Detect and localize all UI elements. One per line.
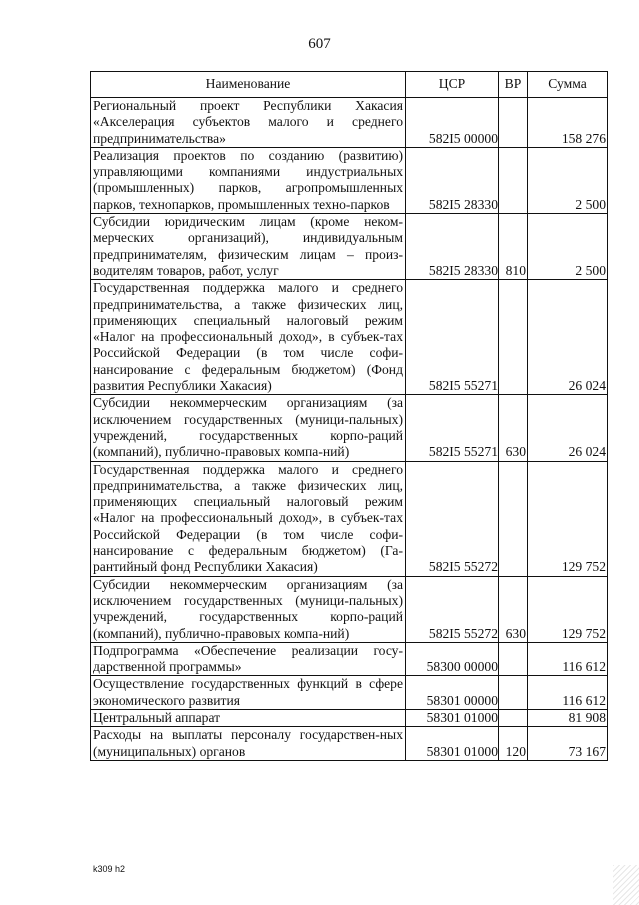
row-name: Подпрограмма «Обеспечение реализации госу-дарственной программы» — [91, 642, 406, 676]
page-number: 607 — [308, 36, 331, 52]
row-csr: 582I5 28330 — [406, 214, 499, 280]
scan-artifact — [613, 865, 639, 905]
row-vr — [499, 98, 528, 148]
row-csr: 582I5 55272 — [406, 461, 499, 576]
row-vr: 630 — [499, 395, 528, 461]
row-csr: 582I5 28330 — [406, 147, 499, 213]
table-row — [91, 147, 608, 213]
row-name: Региональный проект Республики Хакасия «Акселерация субъектов малого и среднего предпринимательства» — [91, 98, 406, 148]
row-name: Субсидии некоммерческим организациям (за исключением государственных (муници-пальных) учреждений, государственных корпо-раций (компаний), публично-правовых компа-ний) — [91, 395, 406, 461]
row-sum: 129 752 — [528, 576, 608, 642]
row-name: Центральный аппарат — [91, 709, 406, 726]
row-sum: 129 752 — [528, 461, 608, 576]
row-csr: 58301 01000 — [406, 709, 499, 726]
row-vr: 810 — [499, 214, 528, 280]
header-vr: ВР — [499, 72, 528, 98]
table-row — [91, 461, 608, 576]
table-header-row — [91, 72, 608, 98]
table-row — [91, 576, 608, 642]
header-name: Наименование — [91, 72, 406, 98]
row-sum: 26 024 — [528, 395, 608, 461]
row-vr — [499, 709, 528, 726]
table-body — [91, 98, 608, 761]
header-sum: Сумма — [528, 72, 608, 98]
row-name: Осуществление государственных функций в сфере экономического развития — [91, 676, 406, 710]
row-name: Государственная поддержка малого и среднего предпринимательства, а также физических лиц, применяющих специальный налоговый режим «Налог на профессиональный доход», в субъек-тах Российской Федерации (в том числе софи-нансирование с федеральным бюджетом) (Га-рантийный фонд Республики Хакасия) — [91, 461, 406, 576]
table-row — [91, 214, 608, 280]
table-row — [91, 642, 608, 676]
row-sum: 158 276 — [528, 98, 608, 148]
row-sum: 2 500 — [528, 147, 608, 213]
row-name: Субсидии юридическим лицам (кроме неком-мерческих организаций), индивидуальным предпринимателям, физическим лицам – произ-водителям товаров, работ, услуг — [91, 214, 406, 280]
row-csr: 582I5 55272 — [406, 576, 499, 642]
table-row — [91, 709, 608, 726]
row-sum: 116 612 — [528, 676, 608, 710]
row-sum: 73 167 — [528, 727, 608, 761]
row-vr — [499, 280, 528, 395]
table-row — [91, 98, 608, 148]
row-csr: 58300 00000 — [406, 642, 499, 676]
header-csr: ЦСР — [406, 72, 499, 98]
row-csr: 58301 00000 — [406, 676, 499, 710]
row-vr — [499, 147, 528, 213]
row-name: Расходы на выплаты персоналу государствен-ных (муниципальных) органов — [91, 727, 406, 761]
row-vr — [499, 642, 528, 676]
row-csr: 582I5 55271 — [406, 395, 499, 461]
row-name: Реализация проектов по созданию (развитию) управляющими компаниями индустриальных (промышленных) парков, агропромышленных парков, технопарков, промышленных техно-парков — [91, 147, 406, 213]
footer-code: k309 h2 — [93, 864, 126, 874]
row-name: Субсидии некоммерческим организациям (за исключением государственных (муници-пальных) учреждений, государственных корпо-раций (компаний), публично-правовых компа-ний) — [91, 576, 406, 642]
table-row — [91, 727, 608, 761]
budget-table — [90, 71, 608, 761]
row-vr: 630 — [499, 576, 528, 642]
row-sum: 81 908 — [528, 709, 608, 726]
row-vr — [499, 461, 528, 576]
table-row — [91, 280, 608, 395]
row-csr: 58301 01000 — [406, 727, 499, 761]
row-csr: 582I5 00000 — [406, 98, 499, 148]
row-csr: 582I5 55271 — [406, 280, 499, 395]
row-vr — [499, 676, 528, 710]
row-sum: 2 500 — [528, 214, 608, 280]
row-name: Государственная поддержка малого и среднего предпринимательства, а также физических лиц, применяющих специальный налоговый режим «Налог на профессиональный доход», в субъек-тах Российской Федерации (в том числе софи-нансирование с федеральным бюджетом) (Фонд развития Республики Хакасия) — [91, 280, 406, 395]
row-sum: 26 024 — [528, 280, 608, 395]
table-row — [91, 676, 608, 710]
table-row — [91, 395, 608, 461]
row-vr: 120 — [499, 727, 528, 761]
row-sum: 116 612 — [528, 642, 608, 676]
